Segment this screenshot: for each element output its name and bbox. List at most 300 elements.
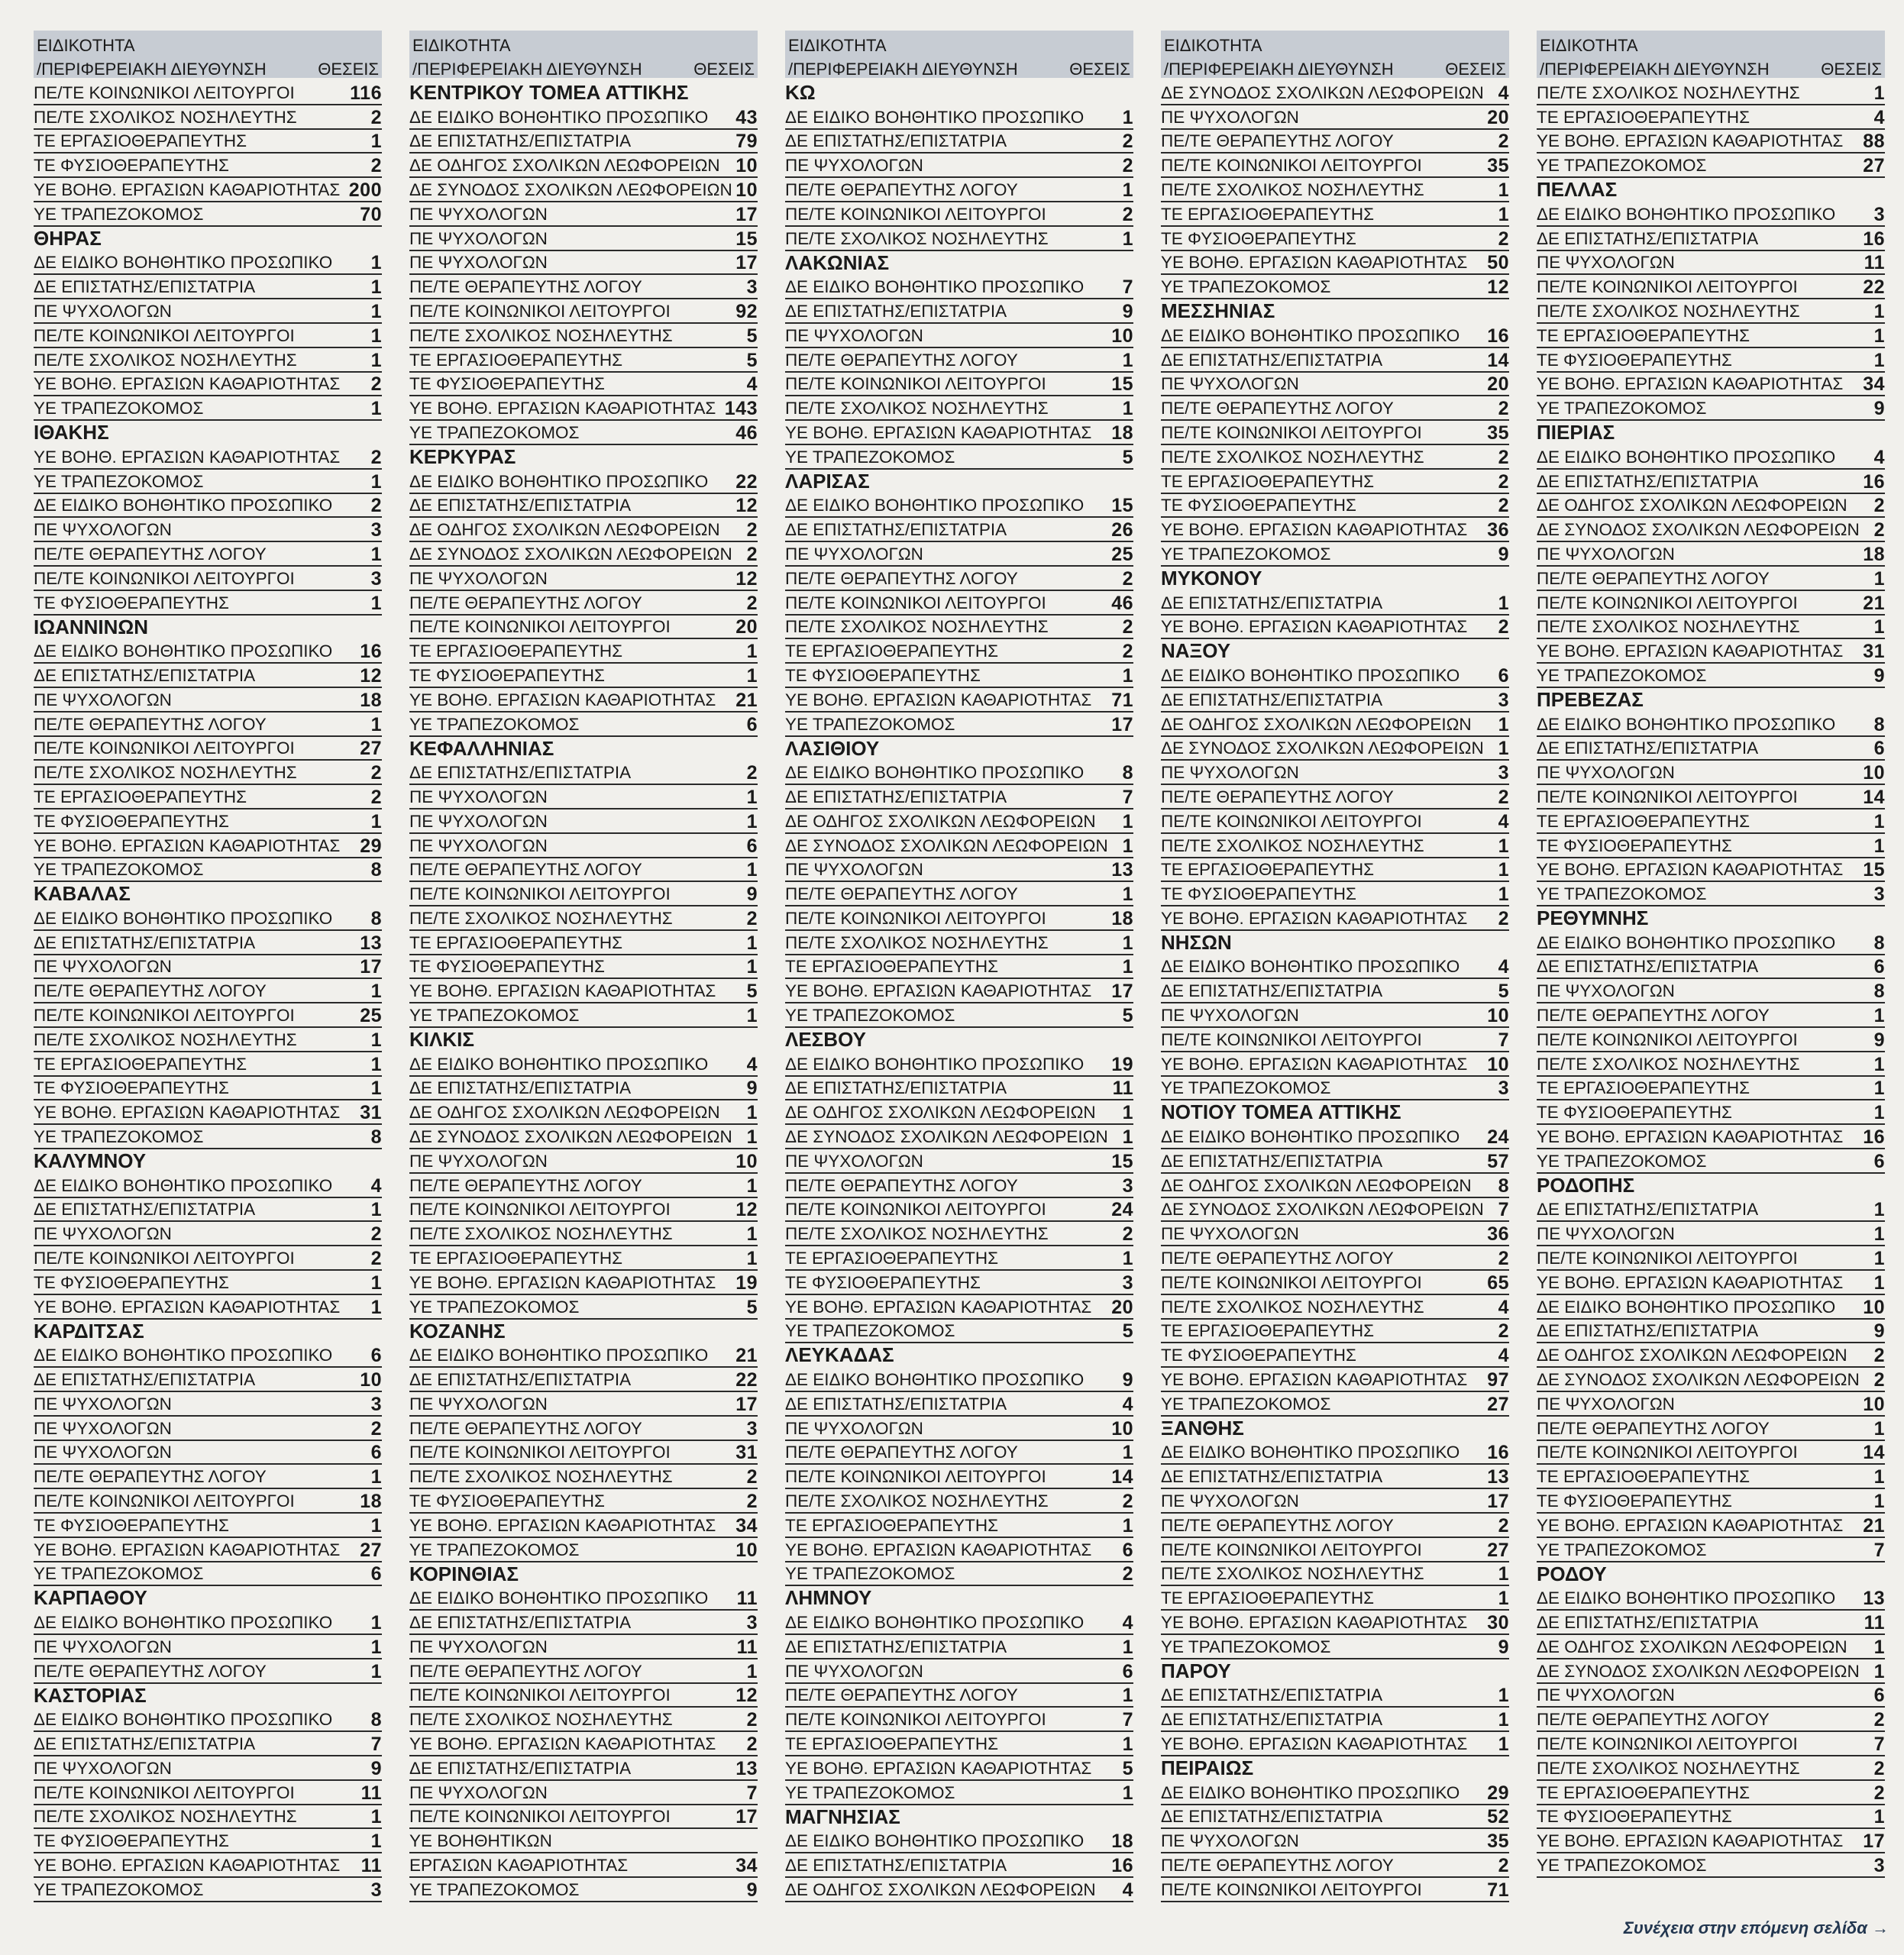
specialty-label: ΠΕ/ΤΕ ΘΕΡΑΠΕΥΤΗΣ ΛΟΓΟΥ <box>409 593 642 612</box>
specialty-label: ΥΕ ΒΟΗΘ. ΕΡΓΑΣΙΩΝ ΚΑΘΑΡΙΟΤΗΤΑΣ <box>1537 1272 1844 1292</box>
seats-count: 79 <box>735 131 758 153</box>
seats-count: 1 <box>1122 664 1133 687</box>
seats-count: 1 <box>746 1660 758 1682</box>
table-row <box>1161 275 1509 299</box>
seats-count: 1 <box>1873 1466 1885 1488</box>
seats-count: 6 <box>1873 956 1885 978</box>
specialty-label: ΔΕ ΟΔΗΓΟΣ ΣΧΟΛΙΚΩΝ ΛΕΩΦΟΡΕΙΩΝ <box>409 156 720 176</box>
seats-count: 12 <box>735 495 758 517</box>
specialty-label: ΤΕ ΦΥΣΙΟΘΕΡΑΠΕΥΤΗΣ <box>409 374 605 394</box>
region-heading: ΚΕΝΤΡΙΚΟΥ ΤΟΜΕΑ ΑΤΤΙΚΗΣ <box>409 81 689 104</box>
table-row <box>409 616 758 640</box>
table-row <box>785 955 1133 980</box>
table-row <box>409 1805 758 1830</box>
seats-count: 10 <box>735 155 758 177</box>
table-row <box>409 1878 758 1902</box>
specialty-label: ΥΕ ΤΡΑΠΕΖΟΚΟΜΟΣ <box>34 204 204 224</box>
table-row <box>409 130 758 154</box>
table-row <box>34 1028 382 1052</box>
seats-count: 17 <box>1487 1491 1509 1513</box>
region-heading: ΚΕΦΑΛΛΗΝΙΑΣ <box>409 736 554 760</box>
seats-count: 9 <box>1873 1029 1885 1051</box>
table-column <box>1161 31 1509 1902</box>
specialty-label: ΤΕ ΕΡΓΑΣΙΟΘΕΡΑΠΕΥΤΗΣ <box>1537 1782 1750 1802</box>
specialty-label: ΠΕ/ΤΕ ΘΕΡΑΠΕΥΤΗΣ ΛΟΓΟΥ <box>1537 1418 1770 1438</box>
seats-count: 17 <box>1111 713 1133 735</box>
specialty-label: ΥΕ ΤΡΑΠΕΖΟΚΟΜΟΣ <box>34 860 204 880</box>
table-row <box>1537 1659 1885 1684</box>
seats-count: 1 <box>370 470 382 493</box>
table-row <box>1537 931 1885 955</box>
specialty-label: ΔΕ ΟΔΗΓΟΣ ΣΧΟΛΙΚΩΝ ΛΕΩΦΟΡΕΙΩΝ <box>409 1103 720 1123</box>
specialty-label: ΠΕ/ΤΕ ΘΕΡΑΠΕΥΤΗΣ ΛΟΓΟΥ <box>34 714 267 734</box>
specialty-label: ΠΕ/ΤΕ ΚΟΙΝΩΝΙΚΟΙ ΛΕΙΤΟΥΡΓΟΙ <box>1537 1443 1798 1462</box>
table-row <box>409 858 758 883</box>
seats-count: 7 <box>1122 786 1133 808</box>
seats-count: 3 <box>370 1393 382 1415</box>
specialty-label: ΠΕ/ΤΕ ΚΟΙΝΩΝΙΚΟΙ ΛΕΙΤΟΥΡΓΟΙ <box>1161 1272 1422 1292</box>
seats-count: 10 <box>1863 1296 1885 1318</box>
table-row <box>1537 445 1885 470</box>
seats-count: 9 <box>370 1757 382 1779</box>
seats-count: 1 <box>1873 1053 1885 1075</box>
specialty-label: ΠΕ ΨΥΧΟΛΟΓΩΝ <box>409 1637 548 1656</box>
specialty-label: ΠΕ ΨΥΧΟΛΟΓΩΝ <box>1161 1006 1299 1026</box>
table-row <box>785 1441 1133 1465</box>
table-row <box>785 227 1133 251</box>
table-row <box>785 1125 1133 1149</box>
seats-count: 10 <box>735 1539 758 1561</box>
specialty-label: ΤΕ ΦΥΣΙΟΘΕΡΑΠΕΥΤΗΣ <box>1161 884 1356 904</box>
table-row <box>34 955 382 980</box>
table-row <box>785 1611 1133 1635</box>
seats-count: 43 <box>735 106 758 128</box>
specialty-label: ΔΕ ΟΔΗΓΟΣ ΣΧΟΛΙΚΩΝ ΛΕΩΦΟΡΕΙΩΝ <box>785 1103 1096 1123</box>
seats-count: 9 <box>1873 664 1885 687</box>
specialty-label: ΥΕ ΒΟΗΘ. ΕΡΓΑΣΙΩΝ ΚΑΘΑΡΙΟΤΗΤΑΣ <box>785 690 1092 709</box>
specialty-label: ΤΕ ΕΡΓΑΣΙΟΘΕΡΑΠΕΥΤΗΣ <box>785 641 999 661</box>
seats-count: 15 <box>1863 859 1885 881</box>
table-row <box>1537 396 1885 421</box>
specialty-label: ΠΕ ΨΥΧΟΛΟΓΩΝ <box>1537 763 1675 783</box>
specialty-label: ΤΕ ΕΡΓΑΣΙΟΘΕΡΑΠΕΥΤΗΣ <box>785 1515 999 1535</box>
table-row <box>785 1853 1133 1878</box>
seats-count: 1 <box>1873 616 1885 638</box>
table-row <box>1537 1465 1885 1489</box>
table-row <box>34 858 382 883</box>
table-row <box>1537 299 1885 324</box>
region-heading: ΛΑΚΩΝΙΑΣ <box>785 250 890 274</box>
specialty-label: ΤΕ ΦΥΣΙΟΘΕΡΑΠΕΥΤΗΣ <box>34 811 229 831</box>
seats-count: 9 <box>1498 1636 1509 1658</box>
seats-count: 3 <box>746 1417 758 1440</box>
table-row <box>785 130 1133 154</box>
region-heading: ΛΑΣΙΘΙΟΥ <box>785 736 880 760</box>
seats-count: 3 <box>1122 1272 1133 1294</box>
specialty-label: ΔΕ ΕΙΔΙΚΟ ΒΟΗΘΗΤΙΚΟ ΠΡΟΣΩΠΙΚΟ <box>785 107 1085 127</box>
seats-count: 4 <box>1498 1296 1509 1318</box>
table-row <box>34 1198 382 1223</box>
table-row <box>34 373 382 397</box>
table-row <box>1537 761 1885 785</box>
seats-count: 10 <box>735 179 758 201</box>
table-row <box>409 713 758 737</box>
specialty-label: ΠΕ ΨΥΧΟΛΟΓΩΝ <box>1537 1394 1675 1414</box>
table-row <box>409 1198 758 1223</box>
seats-count: 2 <box>1873 1782 1885 1804</box>
table-row <box>34 1732 382 1756</box>
seats-count: 17 <box>735 252 758 274</box>
seats-count: 1 <box>1498 859 1509 881</box>
specialty-label: ΔΕ ΕΙΔΙΚΟ ΒΟΗΘΗΤΙΚΟ ΠΡΟΣΩΠΙΚΟ <box>1161 1127 1460 1147</box>
specialty-label: ΔΕ ΣΥΝΟΔΟΣ ΣΧΟΛΙΚΩΝ ΛΕΩΦΟΡΕΙΩΝ <box>1161 1200 1484 1220</box>
seats-count: 2 <box>746 907 758 929</box>
specialty-label: ΠΕ ΨΥΧΟΛΟΓΩΝ <box>785 860 923 880</box>
table-row <box>785 882 1133 906</box>
specialty-label: ΠΕ ΨΥΧΟΛΟΓΩΝ <box>34 1394 172 1414</box>
seats-count: 5 <box>746 349 758 371</box>
specialty-label: ΤΕ ΦΥΣΙΟΘΕΡΑΠΕΥΤΗΣ <box>1537 835 1732 855</box>
table-columns <box>34 31 1890 1902</box>
table-row <box>1161 421 1509 445</box>
specialty-label: ΠΕ/ΤΕ ΚΟΙΝΩΝΙΚΟΙ ΛΕΙΤΟΥΡΓΟΙ <box>34 82 295 102</box>
table-row <box>1537 1320 1885 1344</box>
seats-count: 7 <box>1873 1539 1885 1561</box>
specialty-label: ΔΕ ΕΙΔΙΚΟ ΒΟΗΘΗΤΙΚΟ ΠΡΟΣΩΠΙΚΟ <box>34 1710 333 1730</box>
seats-count: 8 <box>1498 1175 1509 1197</box>
seats-count: 65 <box>1487 1272 1509 1294</box>
seats-count: 15 <box>1111 495 1133 517</box>
seats-count: 6 <box>1122 1660 1133 1682</box>
specialty-label: ΤΕ ΕΡΓΑΣΙΟΘΕΡΑΠΕΥΤΗΣ <box>409 350 623 370</box>
seats-count: 1 <box>370 131 382 153</box>
seats-count: 9 <box>746 1078 758 1100</box>
table-row <box>785 1489 1133 1514</box>
seats-count: 11 <box>1864 252 1885 274</box>
table-row <box>409 1077 758 1101</box>
seats-count: 29 <box>1487 1782 1509 1804</box>
table-row <box>1161 1805 1509 1830</box>
specialty-label: ΥΕ ΤΡΑΠΕΖΟΚΟΜΟΣ <box>1161 277 1331 297</box>
seats-count: 1 <box>1498 1709 1509 1731</box>
specialty-label: ΠΕ/ΤΕ ΚΟΙΝΩΝΙΚΟΙ ΛΕΙΤΟΥΡΓΟΙ <box>34 738 295 758</box>
table-row <box>34 1052 382 1077</box>
table-row <box>409 1174 758 1198</box>
specialty-label: ΔΕ ΕΠΙΣΤΑΤΗΣ/ΕΠΙΣΤΑΤΡΙΑ <box>1537 1200 1759 1220</box>
table-row <box>1537 809 1885 834</box>
table-row <box>1161 1684 1509 1708</box>
specialty-label: ΠΕ/ΤΕ ΚΟΙΝΩΝΙΚΟΙ ΛΕΙΤΟΥΡΓΟΙ <box>1161 156 1422 176</box>
table-row <box>409 518 758 542</box>
seats-count: 2 <box>746 1733 758 1755</box>
seats-count: 1 <box>746 1126 758 1149</box>
specialty-label: ΔΕ ΕΙΔΙΚΟ ΒΟΗΘΗΤΙΚΟ ΠΡΟΣΩΠΙΚΟ <box>409 1346 709 1365</box>
table-row <box>1161 737 1509 761</box>
table-row <box>1537 105 1885 130</box>
specialty-label: ΤΕ ΦΥΣΙΟΘΕΡΑΠΕΥΤΗΣ <box>1161 496 1356 515</box>
table-row <box>785 1149 1133 1174</box>
specialty-label: ΠΕ/ΤΕ ΣΧΟΛΙΚΟΣ ΝΟΣΗΛΕΥΤΗΣ <box>34 763 297 783</box>
seats-count: 1 <box>1873 567 1885 590</box>
table-row <box>409 1781 758 1805</box>
table-row <box>1161 1343 1509 1368</box>
specialty-label: ΔΕ ΕΠΙΣΤΑΤΗΣ/ΕΠΙΣΤΑΤΡΙΑ <box>1161 981 1383 1001</box>
table-row <box>409 373 758 397</box>
specialty-label: ΥΕ ΒΟΗΘ. ΕΡΓΑΣΙΩΝ ΚΑΘΑΡΙΟΤΗΤΑΣ <box>34 447 341 467</box>
seats-count: 5 <box>1122 1005 1133 1027</box>
table-row <box>1161 130 1509 154</box>
specialty-label: ΠΕ/ΤΕ ΣΧΟΛΙΚΟΣ ΝΟΣΗΛΕΥΤΗΣ <box>785 1491 1049 1511</box>
table-row <box>1537 1003 1885 1028</box>
seats-count: 16 <box>1863 1126 1885 1149</box>
region-heading: ΘΗΡΑΣ <box>34 226 102 250</box>
seats-count: 6 <box>370 1563 382 1585</box>
specialty-label: ΔΕ ΕΙΔΙΚΟ ΒΟΗΘΗΤΙΚΟ ΠΡΟΣΩΠΙΚΟ <box>34 496 333 515</box>
table-row <box>34 1538 382 1562</box>
specialty-label: ΥΕ ΒΟΗΘ. ΕΡΓΑΣΙΩΝ ΚΑΘΑΡΙΟΤΗΤΑΣ <box>409 690 716 709</box>
specialty-label: ΔΕ ΕΠΙΣΤΑΤΗΣ/ΕΠΙΣΤΑΤΡΙΑ <box>1537 738 1759 758</box>
table-row <box>409 1635 758 1659</box>
table-row <box>785 834 1133 858</box>
specialty-label: ΔΕ ΕΠΙΣΤΑΤΗΣ/ΕΠΙΣΤΑΤΡΙΑ <box>785 1637 1007 1656</box>
seats-count: 1 <box>1122 810 1133 832</box>
seats-count: 2 <box>1498 1320 1509 1343</box>
table-row <box>1537 1441 1885 1465</box>
region-heading: ΠΙΕΡΙΑΣ <box>1537 421 1615 444</box>
table-row <box>1537 81 1885 105</box>
specialty-label: ΤΕ ΕΡΓΑΣΙΟΘΕΡΑΠΕΥΤΗΣ <box>1537 1078 1750 1098</box>
seats-count: 92 <box>735 300 758 322</box>
specialty-label: ΤΕ ΕΡΓΑΣΙΟΘΕΡΑΠΕΥΤΗΣ <box>1537 107 1750 127</box>
seats-count: 14 <box>1863 786 1885 808</box>
specialty-label: ΔΕ ΕΙΔΙΚΟ ΒΟΗΘΗΤΙΚΟ ΠΡΟΣΩΠΙΚΟ <box>34 641 333 661</box>
seats-count: 12 <box>735 1685 758 1707</box>
seats-count: 16 <box>1863 228 1885 250</box>
region-heading: ΝΑΞΟΥ <box>1161 639 1231 663</box>
seats-count: 71 <box>1111 689 1133 711</box>
seats-count: 12 <box>735 1199 758 1221</box>
specialty-label: ΔΕ ΕΙΔΙΚΟ ΒΟΗΘΗΤΙΚΟ ΠΡΟΣΩΠΙΚΟ <box>785 1054 1085 1074</box>
table-row <box>409 1756 758 1781</box>
specialty-label: ΥΕ ΤΡΑΠΕΖΟΚΟΜΟΣ <box>34 1879 204 1899</box>
seats-count: 2 <box>746 1466 758 1488</box>
table-row <box>1161 1077 1509 1101</box>
seats-count: 2 <box>1498 228 1509 250</box>
table-row <box>409 639 758 664</box>
seats-count: 11 <box>1112 1078 1133 1100</box>
specialty-label: ΔΕ ΕΙΔΙΚΟ ΒΟΗΘΗΤΙΚΟ ΠΡΟΣΩΠΙΚΟ <box>409 1588 709 1608</box>
specialty-label: ΔΕ ΕΙΔΙΚΟ ΒΟΗΘΗΤΙΚΟ ΠΡΟΣΩΠΙΚΟ <box>785 277 1085 297</box>
seats-count: 1 <box>1873 835 1885 857</box>
seats-count: 1 <box>1873 1491 1885 1513</box>
table-row <box>785 1003 1133 1028</box>
table-row <box>409 1684 758 1708</box>
seats-count: 14 <box>1487 349 1509 371</box>
seats-count: 35 <box>1487 155 1509 177</box>
seats-count: 1 <box>1122 349 1133 371</box>
specialty-label: ΠΕ/ΤΕ ΣΧΟΛΙΚΟΣ ΝΟΣΗΛΕΥΤΗΣ <box>409 1710 673 1730</box>
seats-count: 8 <box>370 1126 382 1149</box>
specialty-label: ΤΕ ΕΡΓΑΣΙΟΘΕΡΑΠΕΥΤΗΣ <box>785 1249 999 1268</box>
seats-count: 46 <box>735 422 758 444</box>
seats-count: 1 <box>1122 1514 1133 1537</box>
table-row <box>409 688 758 713</box>
specialty-label: ΔΕ ΟΔΗΓΟΣ ΣΧΟΛΙΚΩΝ ΛΕΩΦΟΡΕΙΩΝ <box>1537 496 1847 515</box>
seats-count: 4 <box>1498 956 1509 978</box>
seats-count: 2 <box>370 1417 382 1440</box>
specialty-label: ΔΕ ΕΙΔΙΚΟ ΒΟΗΘΗΤΙΚΟ ΠΡΟΣΩΠΙΚΟ <box>1537 714 1836 734</box>
specialty-label: ΔΕ ΕΙΔΙΚΟ ΒΟΗΘΗΤΙΚΟ ΠΡΟΣΩΠΙΚΟ <box>409 471 709 491</box>
table-row <box>785 639 1133 664</box>
specialty-label: ΠΕ/ΤΕ ΚΟΙΝΩΝΙΚΟΙ ΛΕΙΤΟΥΡΓΟΙ <box>1537 1029 1798 1049</box>
table-row <box>1537 1392 1885 1417</box>
table-row <box>1161 1003 1509 1028</box>
header-directorate-label: /ΠΕΡΙΦΕΡΕΙΑΚΗ ΔΙΕΥΘΥΝΣΗ <box>37 60 267 79</box>
seats-count: 1 <box>1122 835 1133 857</box>
table-row <box>409 664 758 688</box>
table-row <box>1537 664 1885 688</box>
table-row <box>1161 202 1509 227</box>
seats-count: 2 <box>1498 616 1509 638</box>
table-row <box>409 470 758 494</box>
seats-count: 2 <box>1122 155 1133 177</box>
seats-count: 2 <box>1498 1854 1509 1876</box>
specialty-label: ΠΕ ΨΥΧΟΛΟΓΩΝ <box>34 1418 172 1438</box>
specialty-label: ΠΕ ΨΥΧΟΛΟΓΩΝ <box>34 1637 172 1656</box>
specialty-label: ΠΕ/ΤΕ ΣΧΟΛΙΚΟΣ ΝΟΣΗΛΕΥΤΗΣ <box>1537 301 1800 321</box>
table-row <box>409 324 758 348</box>
region-heading: ΠΕΙΡΑΙΩΣ <box>1161 1756 1254 1779</box>
specialty-label: ΠΕ/ΤΕ ΚΟΙΝΩΝΙΚΟΙ ΛΕΙΤΟΥΡΓΟΙ <box>785 1710 1046 1730</box>
table-row <box>34 1853 382 1878</box>
seats-count: 35 <box>1487 422 1509 444</box>
seats-count: 1 <box>370 1831 382 1853</box>
seats-count: 18 <box>1111 907 1133 929</box>
seats-count: 19 <box>735 1272 758 1294</box>
column-header <box>409 31 758 78</box>
table-row <box>1161 1174 1509 1198</box>
table-row <box>34 1441 382 1465</box>
specialty-label: ΥΕ ΤΡΑΠΕΖΟΚΟΜΟΣ <box>785 1564 955 1584</box>
table-row <box>34 737 382 761</box>
table-row <box>1161 1222 1509 1246</box>
specialty-label: ΠΕ/ΤΕ ΘΕΡΑΠΕΥΤΗΣ ΛΟΓΟΥ <box>785 884 1018 904</box>
specialty-label: ΠΕ/ΤΕ ΚΟΙΝΩΝΙΚΟΙ ΛΕΙΤΟΥΡΓΟΙ <box>409 1443 671 1462</box>
specialty-label: ΔΕ ΟΔΗΓΟΣ ΣΧΟΛΙΚΩΝ ΛΕΩΦΟΡΕΙΩΝ <box>785 1879 1096 1899</box>
table-row <box>1161 1489 1509 1514</box>
table-row <box>409 1489 758 1514</box>
specialty-label: ΥΕ ΒΟΗΘ. ΕΡΓΑΣΙΩΝ ΚΑΘΑΡΙΟΤΗΤΑΣ <box>34 374 341 394</box>
table-row <box>1161 348 1509 373</box>
seats-count: 2 <box>746 543 758 565</box>
specialty-label: ΥΕ ΤΡΑΠΕΖΟΚΟΜΟΣ <box>1537 1540 1707 1559</box>
seats-count: 3 <box>746 276 758 299</box>
specialty-label: ΠΕ/ΤΕ ΣΧΟΛΙΚΟΣ ΝΟΣΗΛΕΥΤΗΣ <box>1161 447 1424 467</box>
specialty-label: ΥΕ ΒΟΗΘ. ΕΡΓΑΣΙΩΝ ΚΑΘΑΡΙΟΤΗΤΑΣ <box>1161 1054 1468 1074</box>
seats-count: 1 <box>370 810 382 832</box>
region-heading: ΠΑΡΟΥ <box>1161 1659 1231 1682</box>
specialty-label: ΥΕ ΤΡΑΠΕΖΟΚΟΜΟΣ <box>34 471 204 491</box>
table-row <box>785 178 1133 202</box>
table-row <box>409 1829 758 1853</box>
seats-count: 1 <box>1873 1636 1885 1658</box>
specialty-label: ΥΕ ΒΟΗΘ. ΕΡΓΑΣΙΩΝ ΚΑΘΑΡΙΟΤΗΤΑΣ <box>34 1103 341 1123</box>
specialty-label: ΠΕ/ΤΕ ΚΟΙΝΩΝΙΚΟΙ ΛΕΙΤΟΥΡΓΟΙ <box>409 1200 671 1220</box>
table-column <box>785 31 1133 1902</box>
specialty-label: ΥΕ ΒΟΗΘ. ΕΡΓΑΣΙΩΝ ΚΑΘΑΡΙΟΤΗΤΑΣ <box>785 422 1092 442</box>
seats-count: 6 <box>1498 664 1509 687</box>
seats-count: 3 <box>1498 1078 1509 1100</box>
table-row <box>409 1100 758 1125</box>
specialty-label: ΥΕ ΤΡΑΠΕΖΟΚΟΜΟΣ <box>1161 1078 1331 1098</box>
seats-count: 2 <box>1498 398 1509 420</box>
specialty-label: ΔΕ ΕΙΔΙΚΟ ΒΟΗΘΗΤΙΚΟ ΠΡΟΣΩΠΙΚΟ <box>785 496 1085 515</box>
seats-count: 6 <box>1873 1150 1885 1172</box>
table-row <box>1537 1514 1885 1538</box>
seats-count: 5 <box>746 981 758 1003</box>
seats-count: 11 <box>736 1636 758 1658</box>
table-row <box>1161 227 1509 251</box>
seats-count: 27 <box>1863 155 1885 177</box>
seats-count: 1 <box>1498 738 1509 760</box>
specialty-label: ΥΕ ΒΟΗΘ. ΕΡΓΑΣΙΩΝ ΚΑΘΑΡΙΟΤΗΤΑΣ <box>1537 1515 1844 1535</box>
table-row <box>1537 858 1885 883</box>
header-seats-label: ΘΕΣΕΙΣ <box>1445 60 1506 79</box>
specialty-label: ΠΕ/ΤΕ ΚΟΙΝΩΝΙΚΟΙ ΛΕΙΤΟΥΡΓΟΙ <box>1161 811 1422 831</box>
seats-count: 4 <box>1122 1879 1133 1901</box>
table-row <box>409 1708 758 1732</box>
specialty-label: ΠΕ/ΤΕ ΣΧΟΛΙΚΟΣ ΝΟΣΗΛΕΥΤΗΣ <box>1537 617 1800 637</box>
seats-count: 1 <box>746 1005 758 1027</box>
table-row <box>1537 227 1885 251</box>
column-header <box>1537 31 1885 78</box>
table-row <box>409 1732 758 1756</box>
table-row <box>785 1659 1133 1684</box>
seats-count: 17 <box>735 203 758 225</box>
seats-count: 1 <box>746 810 758 832</box>
specialty-label: ΔΕ ΕΠΙΣΤΑΤΗΣ/ΕΠΙΣΤΑΤΡΙΑ <box>785 520 1007 540</box>
specialty-label: ΠΕ/ΤΕ ΘΕΡΑΠΕΥΤΗΣ ΛΟΓΟΥ <box>409 1418 642 1438</box>
specialty-label: ΤΕ ΦΥΣΙΟΘΕΡΑΠΕΥΤΗΣ <box>1537 1491 1732 1511</box>
table-row <box>1161 1853 1509 1878</box>
table-row <box>34 202 382 227</box>
table-row <box>1161 1028 1509 1052</box>
table-row <box>785 105 1133 130</box>
table-row <box>1537 324 1885 348</box>
seats-count: 2 <box>1498 786 1509 808</box>
seats-count: 1 <box>746 786 758 808</box>
table-row <box>409 1149 758 1174</box>
seats-count: 7 <box>370 1733 382 1755</box>
specialty-label: ΔΕ ΟΔΗΓΟΣ ΣΧΟΛΙΚΩΝ ΛΕΩΦΟΡΕΙΩΝ <box>409 520 720 540</box>
header-specialty-label: ΕΙΔΙΚΟΤΗΤΑ <box>37 36 135 55</box>
region-heading: ΚΑΒΑΛΑΣ <box>34 882 131 906</box>
specialty-label: ΔΕ ΕΙΔΙΚΟ ΒΟΗΘΗΤΙΚΟ ΠΡΟΣΩΠΙΚΟ <box>785 1613 1085 1632</box>
seats-count: 16 <box>1487 1442 1509 1464</box>
specialty-label: ΥΕ ΒΟΗΘ. ΕΡΓΑΣΙΩΝ ΚΑΘΑΡΙΟΤΗΤΑΣ <box>785 981 1092 1001</box>
table-row <box>409 567 758 591</box>
specialty-label: ΔΕ ΕΠΙΣΤΑΤΗΣ/ΕΠΙΣΤΑΤΡΙΑ <box>785 1394 1007 1414</box>
table-row <box>785 906 1133 931</box>
table-row <box>785 396 1133 421</box>
table-row <box>1161 1052 1509 1077</box>
specialty-label: ΠΕ ΨΥΧΟΛΟΓΩΝ <box>34 690 172 709</box>
seats-count: 6 <box>1122 1539 1133 1561</box>
specialty-label: ΥΕ ΒΟΗΘ. ΕΡΓΑΣΙΩΝ ΚΑΘΑΡΙΟΤΗΤΑΣ <box>34 1540 341 1559</box>
table-row <box>34 299 382 324</box>
specialty-label: ΔΕ ΣΥΝΟΔΟΣ ΣΧΟΛΙΚΩΝ ΛΕΩΦΟΡΕΙΩΝ <box>409 179 732 199</box>
specialty-label: ΥΕ ΒΟΗΘ. ΕΡΓΑΣΙΩΝ ΚΑΘΑΡΙΟΤΗΤΑΣ <box>409 1734 716 1753</box>
